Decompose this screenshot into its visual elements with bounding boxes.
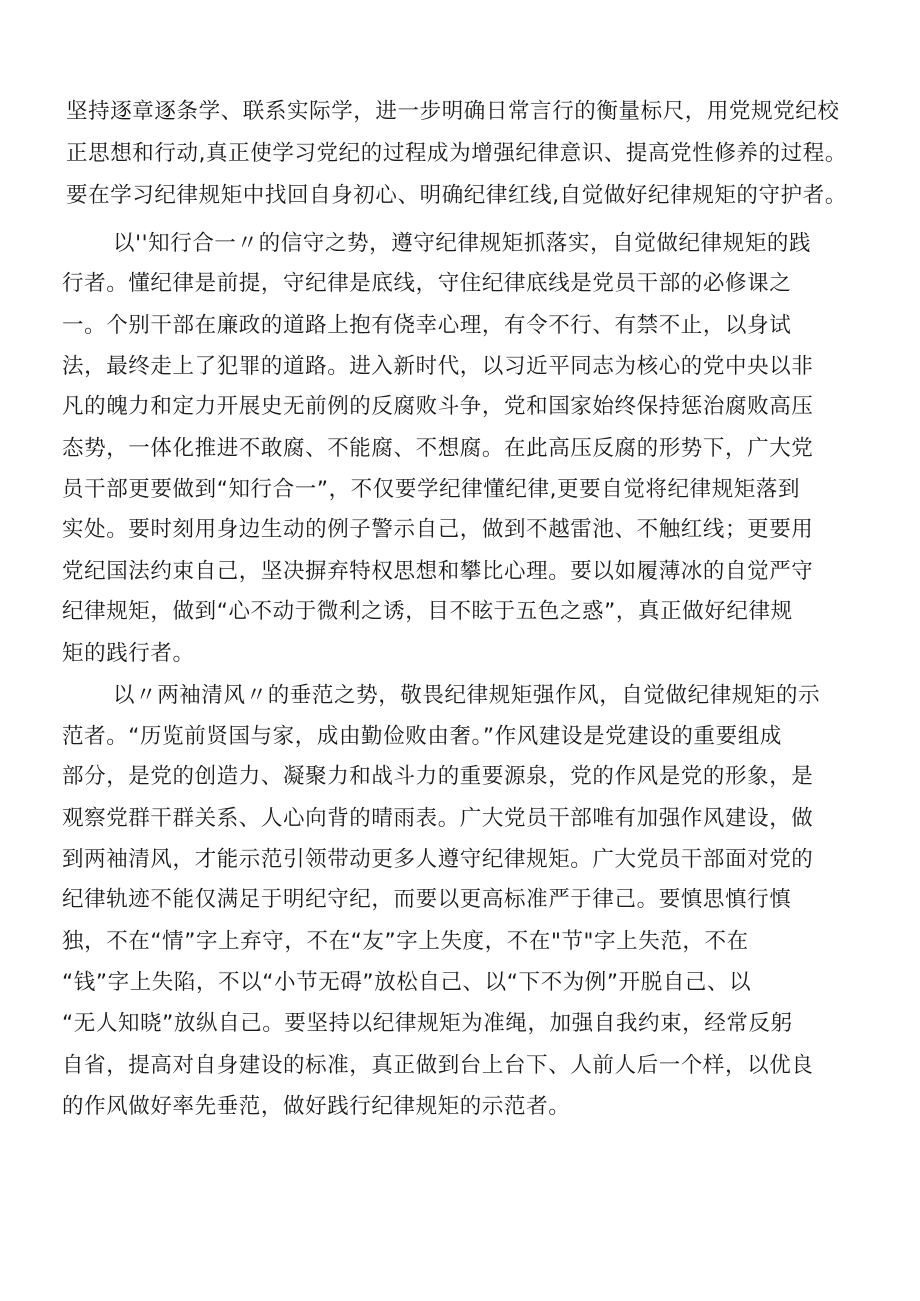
text-line: 态势，一体化推进不敢腐、不能腐、不想腐。在此高压反腐的形势下，广大党 xyxy=(62,436,814,461)
text-line: “无人知晓”放纵自己。要坚持以纪律规矩为准绳，加强自我约束，经常反躬 xyxy=(62,1011,793,1036)
text-line: 行者。懂纪律是前提，守纪律是底线，守住纪律底线是党员干部的必修课之 xyxy=(62,271,792,296)
text-line: 法，最终走上了犯罪的道路。进入新时代，以习近平同志为核心的党中央以非 xyxy=(62,354,814,379)
text-line: “钱”字上失陷，不以“小节无碍”放松自己、以“下不为例”开脱自己、以 xyxy=(62,970,752,995)
text-line: 正思想和行动,真正使学习党纪的过程成为增强纪律意识、提高党性修养的过程。 xyxy=(66,141,847,166)
text-line: 纪律规矩，做到“心不动于微利之诱，目不眩于五色之惑”，真正做好纪律规 xyxy=(62,599,793,624)
text-line: 以〃两袖清风〃的垂范之势，敬畏纪律规矩强作风，自觉做纪律规矩的示 xyxy=(113,683,821,708)
text-line: 凡的魄力和定力开展史无前例的反腐败斗争，党和国家始终保持惩治腐败高压 xyxy=(62,394,814,419)
text-line: 员干部更要做到“知行合一”，不仅要学纪律懂纪律,更要自觉将纪律规矩落到 xyxy=(62,477,801,502)
text-line: 一。个别干部在廉政的道路上抱有侥幸心理，有令不行、有禁不止，以身试 xyxy=(62,313,792,338)
text-line: 矩的践行者。 xyxy=(62,641,195,666)
text-line: 实处。要时刻用身边生动的例子警示自己，做到不越雷池、不触红线；更要用 xyxy=(62,517,814,542)
text-line: 部分，是党的创造力、凝聚力和战斗力的重要源泉，党的作风是党的形象，是 xyxy=(62,764,814,789)
text-line: 独，不在“情”字上弃守，不在“友”字上失度，不在"节"字上失范，不在 xyxy=(62,929,749,954)
text-line: 坚持逐章逐条学、联系实际学，进一步明确日常言行的衡量标尺，用党规党纪校 xyxy=(66,99,840,124)
text-line: 的作风做好率先垂范，做好践行纪律规矩的示范者。 xyxy=(62,1094,571,1119)
text-line: 自省，提高对自身建设的标准，真正做到台上台下、人前人后一个样，以优良 xyxy=(62,1053,814,1078)
text-line: 观察党群干群关系、人心向背的晴雨表。广大党员干部唯有加强作风建设，做 xyxy=(62,806,814,831)
text-line: 纪律轨迹不能仅满足于明纪守纪，而要以更高标准严于律己。要慎思慎行慎 xyxy=(62,887,792,912)
text-line: 范者。“历览前贤国与家，成由勤俭败由奢。”作风建设是党建设的重要组成 xyxy=(62,724,782,749)
text-line: 到两袖清风，才能示范引领带动更多人遵守纪律规矩。广大党员干部面对党的 xyxy=(62,847,814,872)
text-line: 以''知行合一〃的信守之势，遵守纪律规矩抓落实，自觉做纪律规矩的践 xyxy=(113,231,812,256)
text-line: 要在学习纪律规矩中找回自身初心、明确纪律红线,自觉做好纪律规矩的守护者。 xyxy=(66,183,847,208)
text-line: 党纪国法约束自己，坚决摒弃特权思想和攀比心理。要以如履薄冰的自觉严守 xyxy=(62,559,814,584)
